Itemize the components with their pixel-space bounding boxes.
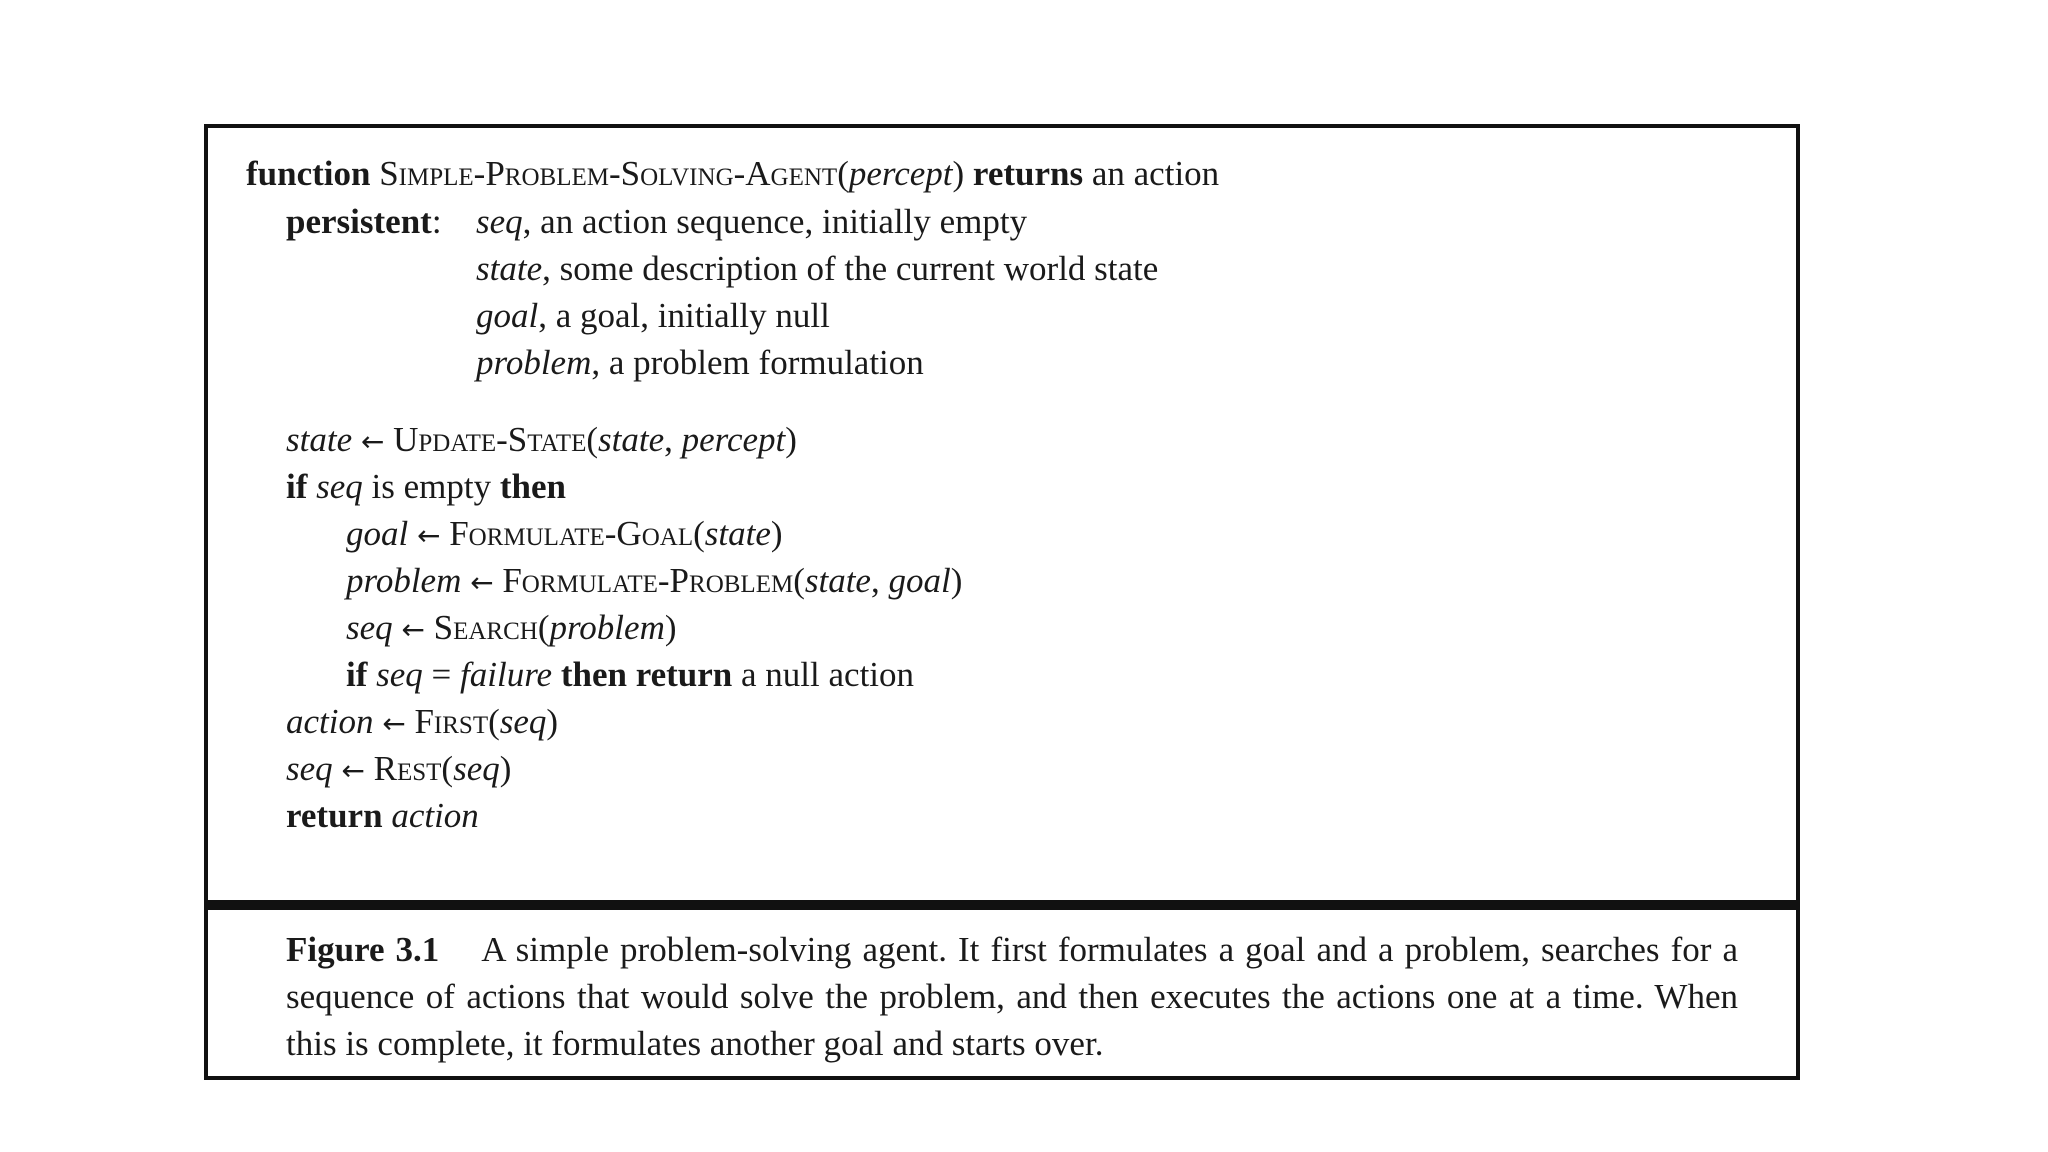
arg: state	[804, 561, 871, 600]
code-line-search	[346, 610, 677, 645]
arg: problem	[549, 608, 665, 647]
assign-arrow: ←	[401, 613, 425, 646]
persistent-item	[476, 298, 830, 333]
return-text: a null action	[741, 655, 915, 694]
assign-lhs: seq	[286, 749, 333, 788]
condition-var: seq	[316, 467, 363, 506]
keyword-function: function	[246, 154, 371, 193]
function-call: Update-State	[393, 420, 587, 459]
code-line-formulate-goal	[346, 516, 783, 551]
paren-open: (	[793, 561, 805, 600]
code-line-return	[286, 798, 479, 833]
keyword-then-return: then return	[560, 655, 733, 694]
arg: seq	[453, 749, 500, 788]
assign-lhs: state	[286, 420, 353, 459]
persistent-label	[286, 204, 442, 239]
figure-divider	[208, 900, 1796, 910]
assign-arrow: ←	[382, 707, 406, 740]
param-percept: percept	[848, 154, 953, 193]
code-line-if-empty	[286, 469, 566, 504]
function-call: Formulate-Problem	[502, 561, 794, 600]
condition-text: is empty	[371, 467, 492, 506]
function-name: Simple-Problem-Solving-Agent	[379, 154, 838, 193]
persistent-var: problem	[476, 343, 592, 382]
equals-sign: =	[431, 655, 452, 694]
arg: percept	[681, 420, 786, 459]
keyword-if: if	[286, 467, 308, 506]
paren-open: (	[586, 420, 599, 459]
keyword-returns: returns	[972, 154, 1084, 193]
paren-close: )	[785, 420, 797, 459]
paren-open: (	[537, 608, 550, 647]
persistent-var: goal	[476, 296, 539, 335]
persistent-item	[476, 251, 1158, 286]
arg-separator: ,	[664, 420, 682, 459]
persistent-var: seq	[476, 202, 523, 241]
persistent-item	[476, 345, 924, 380]
keyword-then: then	[499, 467, 566, 506]
arg: seq	[499, 702, 547, 741]
arg: state	[598, 420, 665, 459]
function-call: First	[414, 702, 489, 741]
paren-close: )	[664, 608, 677, 647]
assign-arrow: ←	[416, 519, 441, 552]
paren-close: )	[770, 514, 783, 553]
assign-lhs: seq	[346, 608, 393, 647]
persistent-colon: :	[431, 202, 442, 241]
figure-box	[204, 124, 1800, 1080]
persistent-desc: , an action sequence, initially empty	[522, 202, 1028, 241]
paren-close: )	[499, 749, 512, 788]
assign-lhs: goal	[346, 514, 409, 553]
code-line-first	[286, 704, 558, 739]
paren-close: )	[546, 702, 559, 741]
paren-open: (	[441, 749, 454, 788]
code-line-rest	[286, 751, 511, 786]
paren-close: )	[950, 561, 963, 600]
function-call: Rest	[373, 749, 442, 788]
condition-value: failure	[460, 655, 553, 694]
arg-separator: ,	[870, 561, 889, 600]
persistent-item	[476, 204, 1027, 239]
function-header	[246, 156, 1219, 191]
paren-open: (	[693, 514, 705, 553]
returns-text: an action	[1091, 154, 1220, 193]
keyword-return: return	[286, 796, 383, 835]
code-line-formulate-problem	[346, 563, 962, 598]
code-line-if-failure	[346, 657, 914, 692]
paren-close: )	[952, 154, 965, 193]
arg: state	[704, 514, 771, 553]
persistent-desc: , a goal, initially null	[538, 296, 830, 335]
keyword-if: if	[346, 655, 368, 694]
paren-open: (	[488, 702, 500, 741]
persistent-desc: , some description of the current world state	[542, 249, 1159, 288]
function-call: Formulate-Goal	[449, 514, 694, 553]
paren-open: (	[837, 154, 849, 193]
return-var: action	[391, 796, 479, 835]
assign-lhs: problem	[346, 561, 462, 600]
keyword-persistent: persistent	[286, 202, 432, 241]
assign-arrow: ←	[470, 566, 494, 599]
figure-caption	[286, 926, 1738, 1067]
assign-lhs: action	[286, 702, 374, 741]
condition-var: seq	[376, 655, 423, 694]
assign-arrow: ←	[341, 754, 365, 787]
function-call: Search	[433, 608, 538, 647]
caption-text: A simple problem-solving agent. It first formulates a goal and a problem, searches for a sequence of actions that would solve the problem, and then executes the actions one at a time. When this is complete, it formulates another goal and starts over.	[286, 930, 1738, 1063]
persistent-desc: , a problem formulation	[591, 343, 924, 382]
arg: goal	[888, 561, 951, 600]
code-line-update-state	[286, 422, 797, 457]
caption-label: Figure 3.1	[286, 930, 440, 969]
assign-arrow: ←	[360, 425, 385, 458]
persistent-var: state	[476, 249, 543, 288]
